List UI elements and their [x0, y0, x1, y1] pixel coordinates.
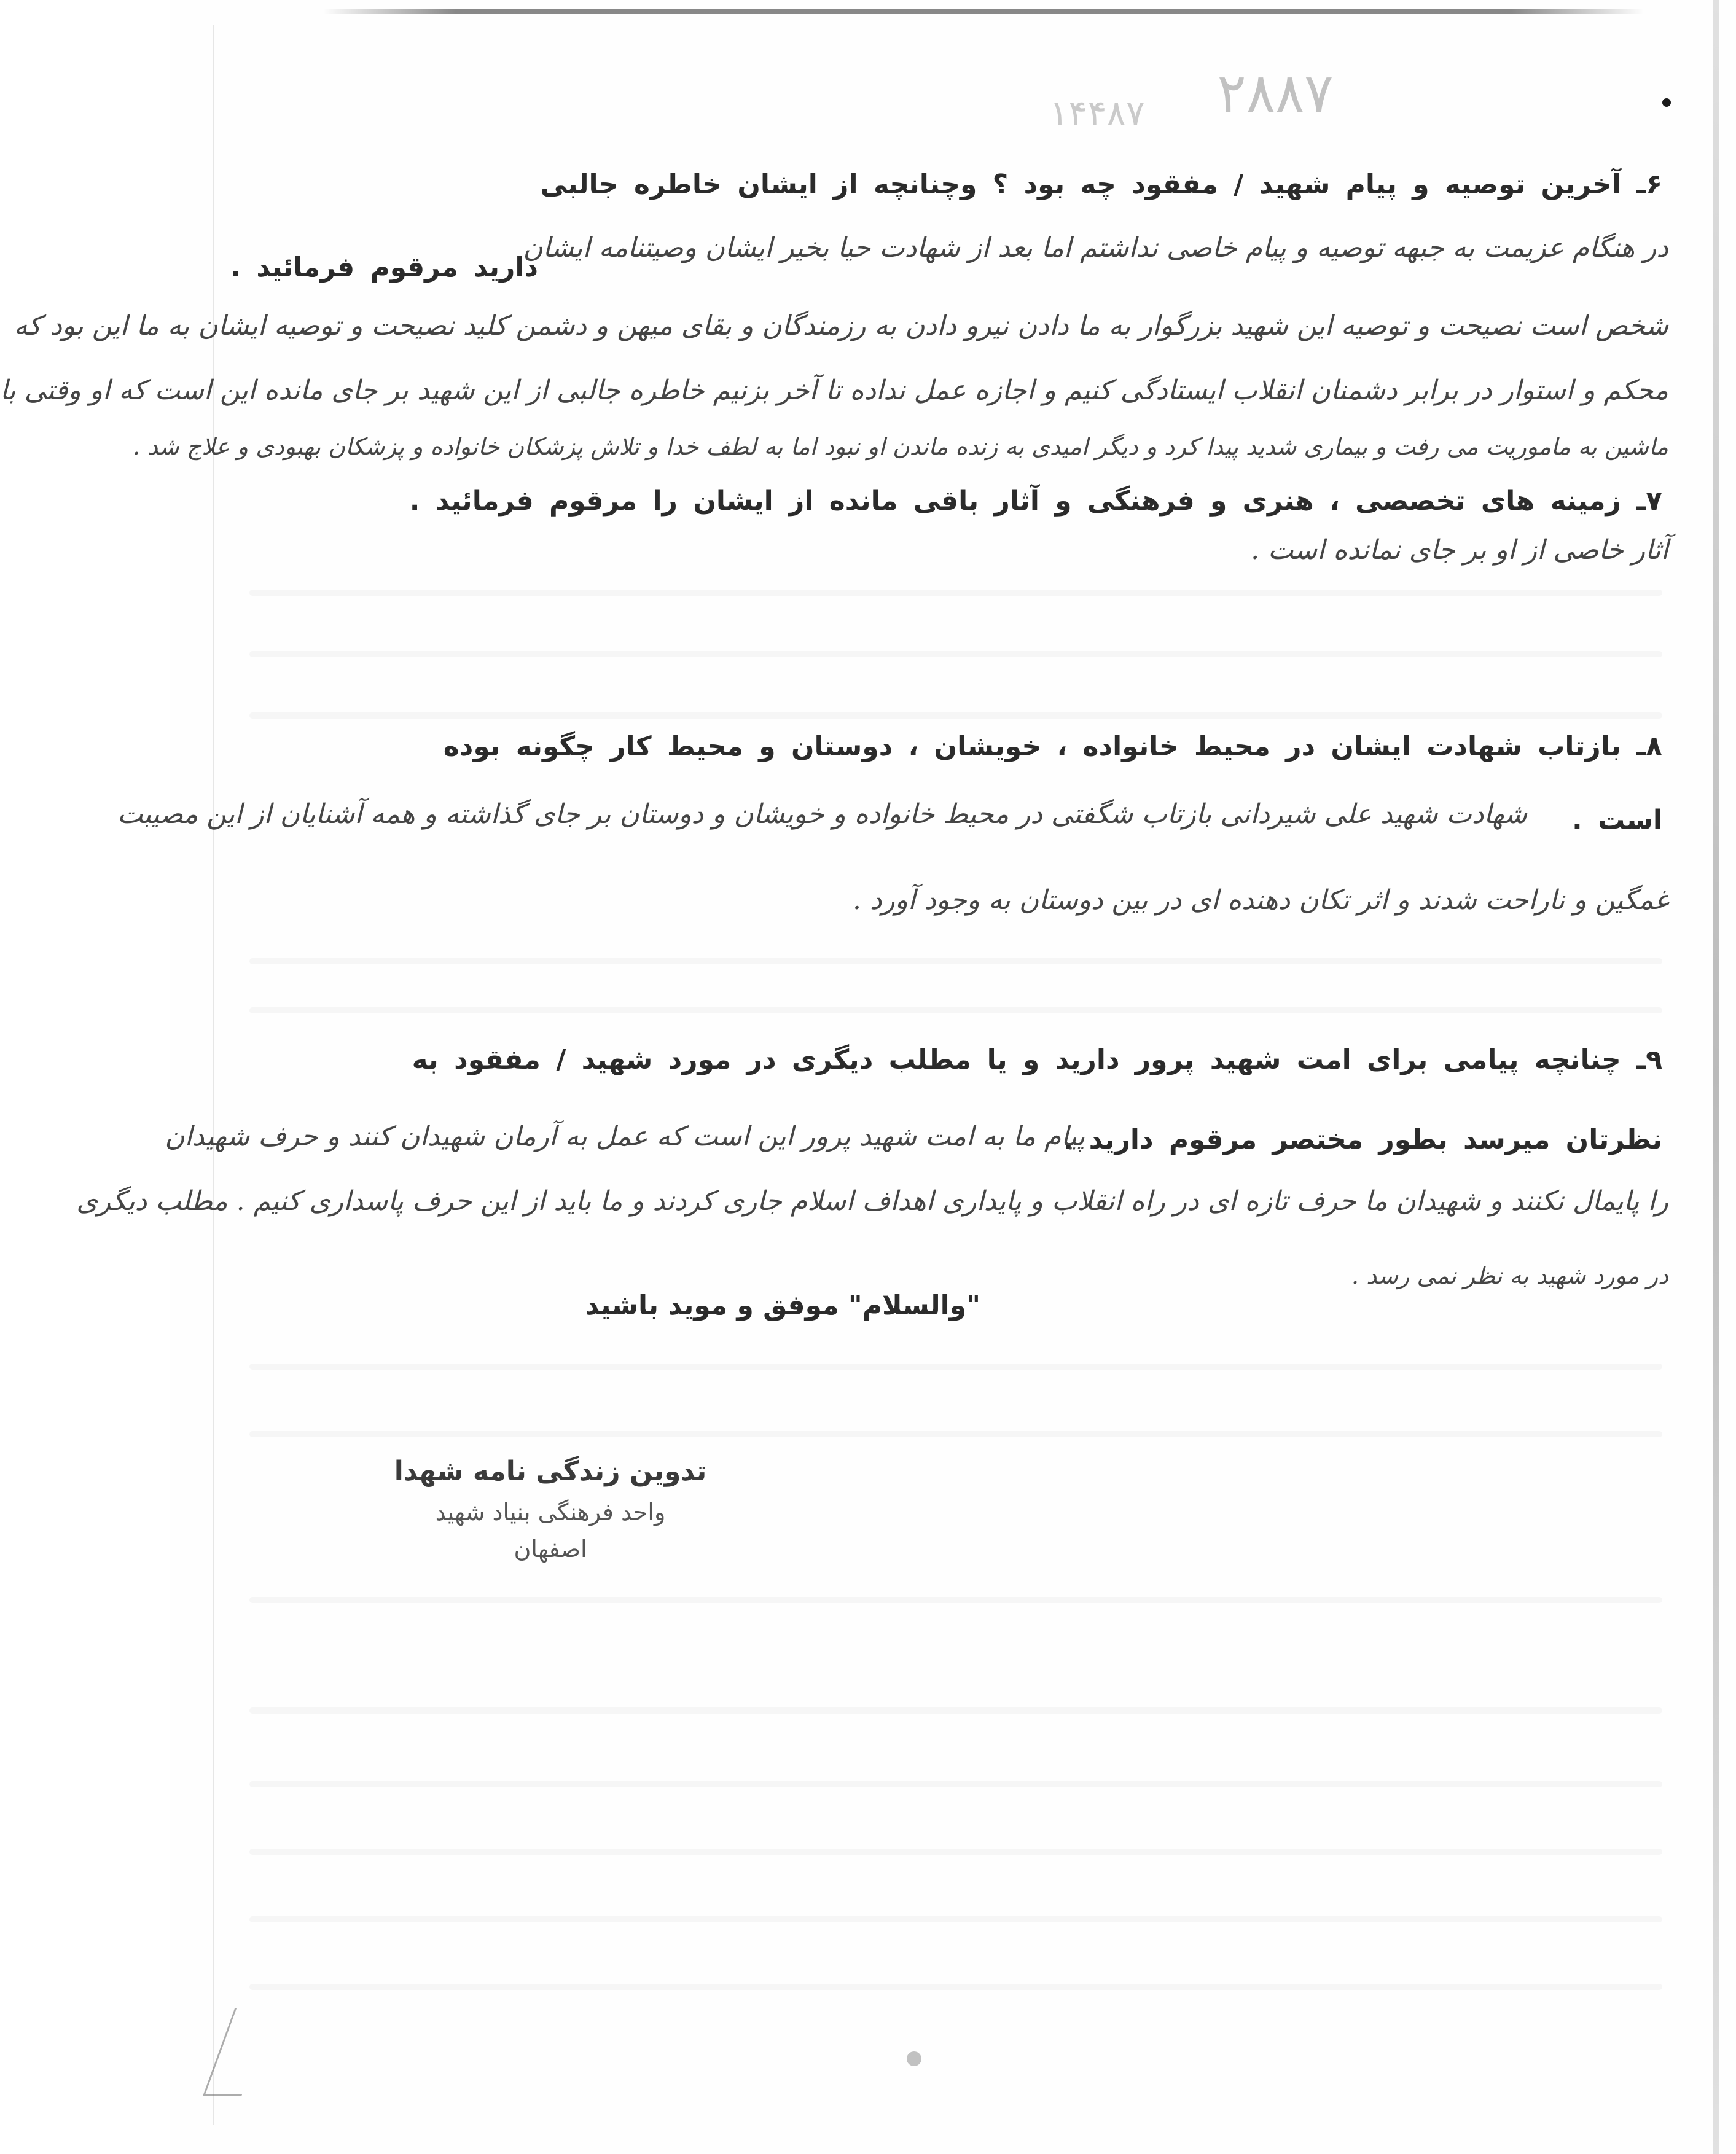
archive-code: ۱۴۴۸۷ — [1049, 92, 1145, 134]
scan-edge-right — [1713, 0, 1719, 2154]
scan-edge-top — [323, 9, 1644, 14]
answer-6-line-1: در هنگام عزیمت به جبهه توصیه و پیام خاصی نداشتم اما بعد از شهادت حیا بخیر ایشان وصیتنامه ایشان — [523, 232, 1668, 263]
answer-6-line-4: ماشین به ماموریت می رفت و بیماری شدید پیدا کرد و دیگر امیدی به زنده ماندن او نبود اما به لطف خدا و تلاش پزشکان خانواده و پزشکان بهبودی و علاج شد . — [132, 433, 1668, 460]
bleed-through-line — [249, 1707, 1662, 1714]
closing-salutation: "والسلام" موفق و موید باشید — [585, 1290, 980, 1321]
question-9-line-1: ۹ـ چنانچه پیامی برای امت شهید پرور دارید و یا مطلب دیگری در مورد شهید / مفقود به — [412, 1044, 1662, 1075]
bleed-through-line — [249, 1849, 1662, 1855]
answer-8-line-2: غمگین و ناراحت شدند و اثر تکان دهنده ای در بین دوستان به وجود آورد . — [852, 884, 1668, 916]
bleed-through-line — [249, 1431, 1662, 1437]
question-6-line-1: ۶ـ آخرین توصیه و پیام شهید / مفقود چه بود ؟ وچنانچه از ایشان خاطره جالبی — [540, 169, 1662, 200]
answer-9-line-1: پیام ما به امت شهید پرور این است که عمل به آرمان شهیدان کنند و حرف شهیدان — [165, 1121, 1085, 1152]
signature-line-2: واحد فرهنگی بنیاد شهید — [435, 1499, 666, 1526]
question-9-line-2: نظرتان میرسد بطور مختصر مرقوم دارید . — [1063, 1124, 1662, 1155]
archive-number: ۲۸۸۷ — [1217, 61, 1334, 125]
signature-stamp — [354, 1450, 747, 1567]
signature-line-3: اصفهان — [514, 1536, 587, 1563]
answer-9-line-2: را پایمال نکنند و شهیدان ما حرف تازه ای در راه انقلاب و پایداری اهداف اسلام جاری کردند و ما باید از این حرف پاسداری کنیم . مطلب دیگری — [76, 1185, 1668, 1217]
bleed-through-line — [249, 1781, 1662, 1787]
bleed-through-line — [249, 712, 1662, 719]
answer-6-line-3: محکم و استوار در برابر دشمنان انقلاب ایستادگی کنیم و اجازه عمل نداده تا آخر بزنیم خاطره جالبی از این شهید بر جای مانده این است که او وقتی با — [0, 375, 1668, 406]
bleed-through-line — [249, 590, 1662, 596]
answer-7-line-1: آثار خاصی از او بر جای نمانده است . — [1251, 534, 1668, 566]
bleed-through-line — [249, 1007, 1662, 1013]
signature-line-1: تدوین زندگی نامه شهدا — [394, 1456, 707, 1487]
question-8-line-1: ۸ـ بازتاب شهادت ایشان در محیط خانواده ، خویشان ، دوستان و محیط کار چگونه بوده — [443, 731, 1662, 762]
question-7-line-1: ۷ـ زمینه های تخصصی ، هنری و فرهنگی و آثار باقی مانده از ایشان را مرقوم فرمائید . — [409, 485, 1662, 517]
bleed-through-line — [249, 651, 1662, 657]
answer-8-line-1: شهادت شهید علی شیردانی بازتاب شگفتی در محیط خانواده و خویشان و دوستان بر جای گذاشته و همه آشنایان از این مصیبت — [117, 798, 1527, 830]
bleed-through-line — [249, 1984, 1662, 1990]
answer-6-line-2: شخص است نصیحت و توصیه این شهید بزرگوار به ما دادن نیرو دادن به رزمندگان و بقای میهن و دشمن کلید نصیحت و توصیه ایشان به ما این بود که — [14, 310, 1668, 341]
ink-dot — [1662, 98, 1671, 107]
question-8-line-2: است . — [1572, 805, 1662, 836]
answer-9-line-3: در مورد شهید به نظر نمی رسد . — [1351, 1262, 1668, 1289]
bleed-through-line — [249, 958, 1662, 964]
bleed-through-line — [249, 1597, 1662, 1603]
bleed-through-line — [249, 1916, 1662, 1922]
question-6-line-2: دارید مرقوم فرمائید . — [230, 252, 538, 283]
punch-hole-mark — [907, 2051, 921, 2066]
bleed-through-line — [249, 1364, 1662, 1370]
